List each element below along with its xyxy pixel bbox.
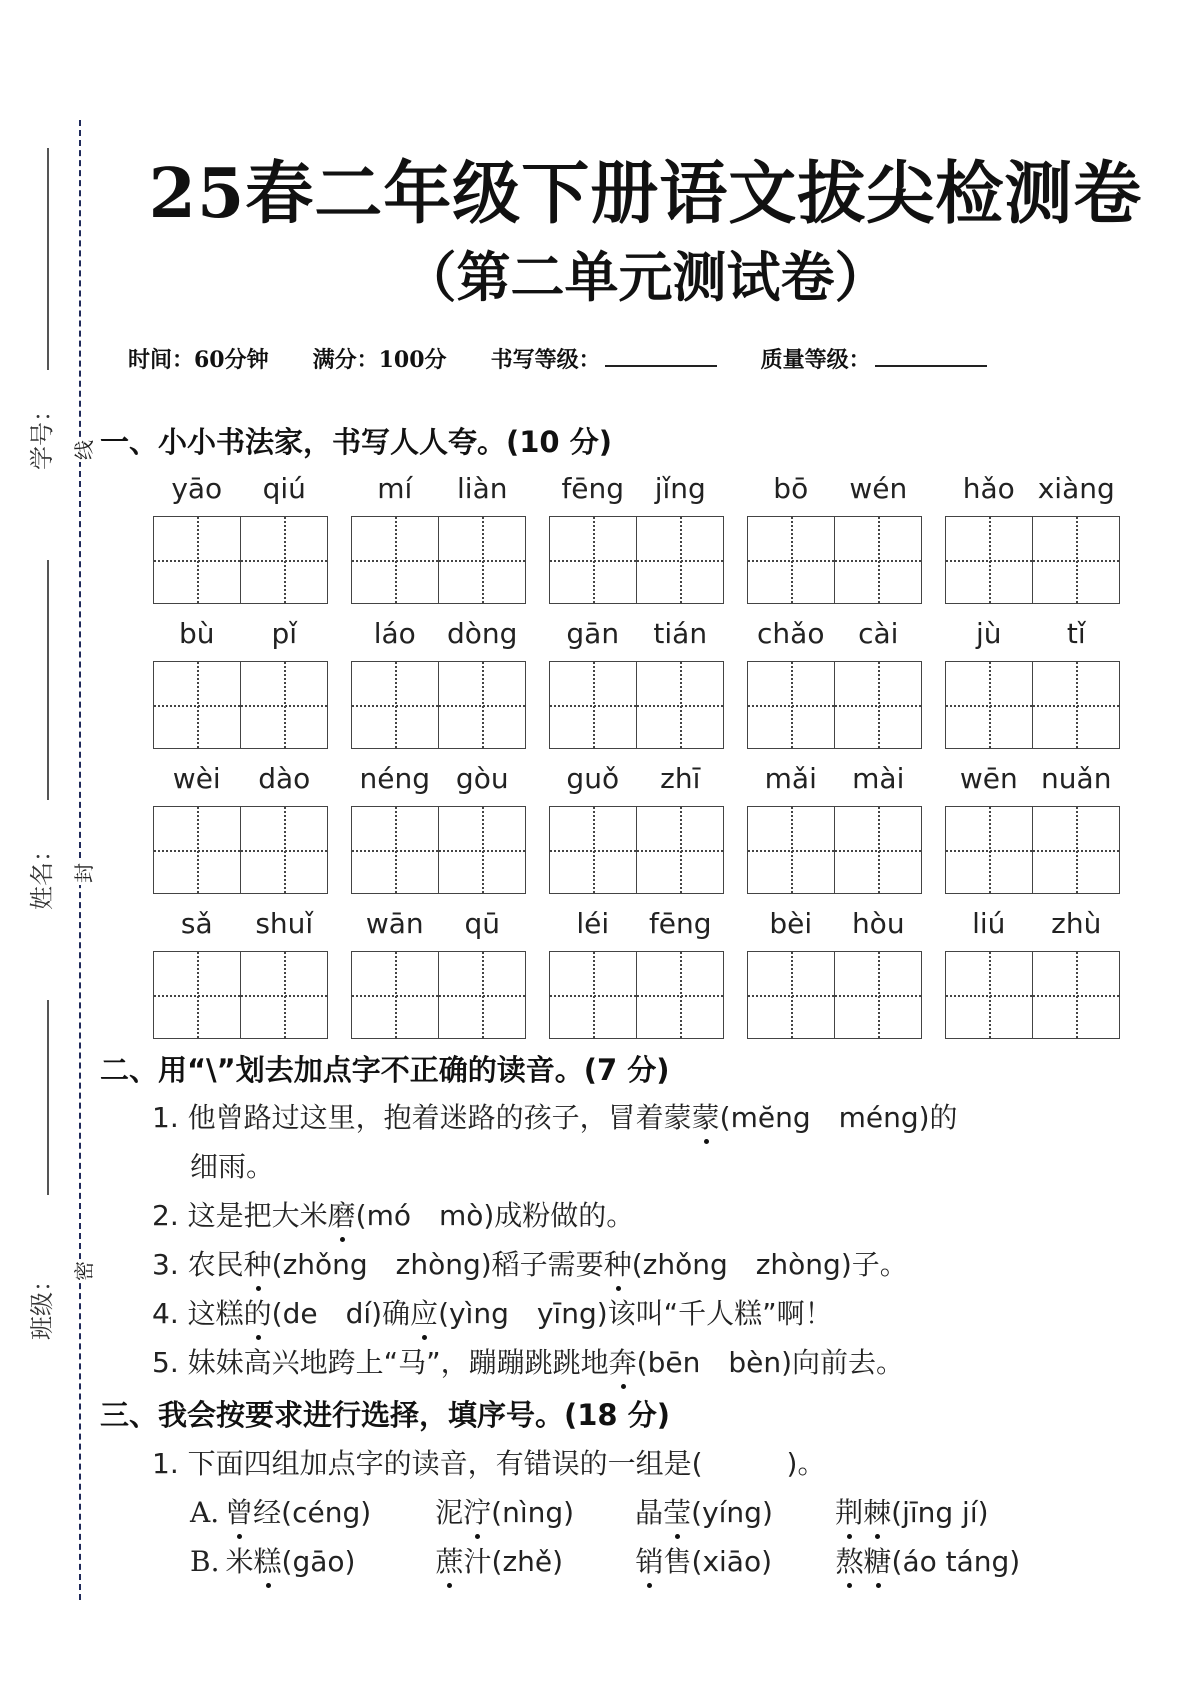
name-line-lower: [47, 1000, 49, 1195]
writing-cell[interactable]: [748, 807, 834, 893]
dotted-char: 泞: [463, 1491, 491, 1531]
pinyin-label: [747, 617, 922, 661]
writing-box-group: [747, 472, 922, 604]
writing-grade-field[interactable]: [605, 343, 717, 367]
pinyin-syllable: hòu: [851, 907, 905, 940]
dotted-char: 棘: [863, 1491, 891, 1531]
pinyin-syllable: mǎi: [764, 762, 817, 795]
tianzige-boxes: [153, 661, 328, 749]
dotted-char: 糖: [864, 1540, 892, 1580]
dotted-char: 莹: [663, 1491, 691, 1531]
pinyin-syllable: wèi: [172, 762, 221, 795]
pinyin-syllable: wān: [365, 907, 424, 940]
option-word: [435, 1540, 635, 1580]
writing-cell[interactable]: [946, 517, 1032, 603]
dotted-char: 荆: [835, 1491, 863, 1531]
q2-4-text: 4. 这糕: [152, 1297, 244, 1330]
char: 汁: [463, 1545, 492, 1578]
question-2-1-cont: [190, 1145, 274, 1185]
pinyin-syllable: yāo: [171, 472, 223, 505]
writing-cell[interactable]: [154, 662, 240, 748]
tianzige-boxes: [747, 516, 922, 604]
pinyin-syllable: bō: [773, 472, 809, 505]
writing-box-group: [351, 907, 526, 1039]
writing-box-group: [153, 762, 328, 894]
writing-cell[interactable]: [154, 517, 240, 603]
exam-info: [128, 343, 1031, 374]
pinyin: (áo táng): [891, 1545, 1021, 1578]
pinyin-syllable: mí: [377, 472, 413, 505]
pinyin-label: [351, 907, 526, 951]
dotted-char: 蒙: [692, 1096, 720, 1136]
tianzige-boxes: [549, 951, 724, 1039]
char: 米: [225, 1545, 254, 1578]
writing-box-group: [153, 907, 328, 1039]
option-word: [435, 1491, 635, 1531]
writing-cell[interactable]: [352, 517, 438, 603]
pinyin-label: [549, 762, 724, 806]
question-2-1: [152, 1096, 958, 1136]
writing-cell[interactable]: [352, 952, 438, 1038]
writing-box-group: [747, 907, 922, 1039]
dotted-char: 种: [244, 1243, 272, 1283]
writing-cell[interactable]: [1032, 807, 1119, 893]
writing-cell[interactable]: [438, 807, 525, 893]
writing-box-group: [945, 472, 1120, 604]
tianzige-boxes: [153, 951, 328, 1039]
writing-box-group: [153, 472, 328, 604]
writing-cell[interactable]: [946, 807, 1032, 893]
section2-heading: 二、用“\”划去加点字不正确的读音。(7 分): [100, 1053, 670, 1087]
class-label: 班级：: [28, 1268, 56, 1340]
dotted-char: 销: [635, 1540, 663, 1580]
pinyin-syllable: tián: [653, 617, 708, 650]
char: 晶: [635, 1496, 664, 1529]
cut-mark-seal: 封: [68, 861, 97, 885]
tianzige-boxes: [747, 806, 922, 894]
writing-cell[interactable]: [748, 662, 834, 748]
pinyin-label: [351, 617, 526, 661]
pinyin-syllable: gòu: [455, 762, 509, 795]
cut-mark-secret: 密: [68, 1259, 97, 1283]
pinyin-syllable: jù: [975, 617, 1002, 650]
section1-heading: 一、小小书法家，书写人人夸。(10 分): [100, 425, 612, 459]
pinyin-syllable: bù: [178, 617, 215, 650]
pinyin-label: [351, 762, 526, 806]
pinyin-syllable: tǐ: [1066, 617, 1086, 650]
dotted-char: 糕: [254, 1540, 282, 1580]
writing-box-group: [747, 762, 922, 894]
pinyin-label: [945, 617, 1120, 661]
q2-1-options[interactable]: (mĕng méng)的: [719, 1101, 958, 1134]
pinyin-syllable: xiàng: [1037, 472, 1115, 505]
pinyin-syllable: láo: [373, 617, 416, 650]
writing-grade: [491, 343, 717, 374]
dotted-char: 曾: [225, 1491, 253, 1531]
section3-heading: 三、我会按要求进行选择，填序号。(18 分): [100, 1398, 670, 1432]
q2-1-cont-text: 细雨。: [190, 1150, 275, 1183]
q2-4-options-a[interactable]: (de dí)确: [271, 1297, 411, 1330]
writing-grade-label: 书写等级：: [490, 347, 601, 373]
writing-cell[interactable]: [550, 807, 636, 893]
page-title: 25春二年级下册语文拔尖检测卷: [148, 154, 1143, 234]
char: 经: [253, 1496, 282, 1529]
pinyin-syllable: gān: [566, 617, 620, 650]
writing-cell[interactable]: [352, 662, 438, 748]
writing-cell[interactable]: [834, 517, 921, 603]
option-label: B.: [190, 1545, 220, 1578]
writing-box-group: [945, 762, 1120, 894]
writing-cell[interactable]: [834, 807, 921, 893]
pinyin-syllable: wēn: [959, 762, 1018, 795]
writing-cell[interactable]: [748, 517, 834, 603]
writing-cell[interactable]: [636, 807, 723, 893]
writing-cell[interactable]: [748, 952, 834, 1038]
pinyin: (céng): [281, 1496, 372, 1529]
tianzige-boxes: [351, 516, 526, 604]
writing-cell[interactable]: [240, 662, 327, 748]
page-subtitle: （第二单元测试卷）: [402, 245, 889, 309]
writing-cell[interactable]: [240, 517, 327, 603]
writing-cell[interactable]: [438, 952, 525, 1038]
writing-box-group: [351, 472, 526, 604]
pinyin-label: [153, 472, 328, 516]
writing-cell[interactable]: [154, 807, 240, 893]
pinyin-syllable: léi: [576, 907, 610, 940]
writing-cell[interactable]: [834, 952, 921, 1038]
writing-cell[interactable]: [1032, 662, 1119, 748]
pinyin-label: [153, 762, 328, 806]
question-2-3: [152, 1243, 908, 1283]
option-word: [635, 1540, 835, 1580]
writing-cell[interactable]: [636, 662, 723, 748]
question-2-5: [152, 1341, 904, 1381]
writing-cell[interactable]: [240, 952, 327, 1038]
writing-cell[interactable]: [834, 662, 921, 748]
writing-cell[interactable]: [550, 952, 636, 1038]
pinyin-syllable: pǐ: [271, 617, 298, 650]
pinyin: (jīng jí): [891, 1496, 989, 1529]
pinyin-syllable: hǎo: [962, 472, 1015, 505]
writing-cell[interactable]: [946, 952, 1032, 1038]
tianzige-boxes: [747, 951, 922, 1039]
writing-cell[interactable]: [946, 662, 1032, 748]
q2-1-text: 1. 他曾路过这里，抱着迷路的孩子，冒着蒙: [152, 1101, 692, 1134]
pinyin-label: [549, 472, 724, 516]
pinyin-syllable: fēng: [561, 472, 625, 505]
pinyin-label: [549, 907, 724, 951]
q2-5-options[interactable]: (bēn bèn)向前去。: [636, 1346, 904, 1379]
pinyin-syllable: wén: [849, 472, 908, 505]
tianzige-boxes: [549, 661, 724, 749]
tianzige-boxes: [153, 806, 328, 894]
option-word: [835, 1491, 1075, 1531]
student-id-label: 学号：: [28, 398, 56, 470]
tianzige-boxes: [351, 951, 526, 1039]
writing-box-group: [549, 617, 724, 749]
tianzige-boxes: [549, 806, 724, 894]
char: 泥: [435, 1496, 464, 1529]
pinyin-label: [945, 762, 1120, 806]
pinyin-syllable: fēng: [648, 907, 712, 940]
pinyin-syllable: shuǐ: [255, 907, 314, 940]
pinyin: (zhě): [491, 1545, 564, 1578]
writing-cell[interactable]: [240, 807, 327, 893]
dotted-char: 种: [604, 1243, 632, 1283]
pinyin: (xiāo): [691, 1545, 773, 1578]
quality-grade-label: 质量等级：: [760, 347, 871, 373]
pinyin-syllable: qū: [464, 907, 501, 940]
pinyin: (gāo): [281, 1545, 356, 1578]
quality-grade: [761, 343, 987, 374]
writing-box-group: [549, 907, 724, 1039]
pinyin-syllable: dào: [258, 762, 311, 795]
dotted-char: 熬: [835, 1540, 863, 1580]
writing-box-group: [549, 472, 724, 604]
writing-cell[interactable]: [1032, 517, 1119, 603]
pinyin-syllable: guǒ: [566, 762, 620, 795]
binding-dashed-line: [79, 120, 81, 1600]
tianzige-boxes: [945, 806, 1120, 894]
q2-3-text: 3. 农民: [152, 1248, 244, 1281]
option-word: [225, 1540, 435, 1580]
pinyin-label: [153, 907, 328, 951]
char: 售: [663, 1545, 692, 1578]
pinyin-syllable: mài: [852, 762, 905, 795]
pinyin-label: [747, 472, 922, 516]
writing-cell[interactable]: [1032, 952, 1119, 1038]
question-2-2: [152, 1194, 634, 1234]
pinyin-syllable: nuǎn: [1041, 762, 1112, 795]
writing-cell[interactable]: [352, 807, 438, 893]
cut-mark-line: 线: [68, 438, 97, 462]
option-label: A.: [190, 1496, 220, 1529]
pinyin-syllable: liàn: [457, 472, 508, 505]
time-limit: 时间：60分钟: [128, 347, 269, 373]
tianzige-boxes: [351, 661, 526, 749]
question-3-1[interactable]: 1. 下面四组加点字的读音，有错误的一组是( )。: [152, 1447, 826, 1480]
pinyin-label: [747, 907, 922, 951]
writing-cell[interactable]: [550, 517, 636, 603]
dotted-char: 的: [244, 1292, 272, 1332]
pinyin-label: [153, 617, 328, 661]
writing-cell[interactable]: [154, 952, 240, 1038]
dotted-char: 奔: [609, 1341, 637, 1381]
pinyin-syllable: liú: [972, 907, 1006, 940]
pinyin: (yíng): [691, 1496, 773, 1529]
pinyin-syllable: qiú: [262, 472, 306, 505]
tianzige-boxes: [351, 806, 526, 894]
dotted-char: 应: [410, 1292, 438, 1332]
name-line: [47, 560, 49, 800]
q2-2-options[interactable]: (mó mò)成粉做的。: [355, 1199, 635, 1232]
tianzige-boxes: [945, 661, 1120, 749]
writing-box-group: [549, 762, 724, 894]
pinyin-label: [549, 617, 724, 661]
tianzige-boxes: [549, 516, 724, 604]
pinyin-syllable: bèi: [769, 907, 813, 940]
dotted-char: 蔗: [435, 1540, 463, 1580]
writing-cell[interactable]: [550, 662, 636, 748]
pinyin-syllable: zhī: [660, 762, 701, 795]
student-id-line: [47, 148, 49, 370]
pinyin-syllable: jǐng: [654, 472, 706, 505]
option-word: [225, 1491, 435, 1531]
writing-cell[interactable]: [438, 517, 525, 603]
pinyin-syllable: cài: [858, 617, 899, 650]
full-score: 满分：100分: [312, 347, 447, 373]
option-b[interactable]: [190, 1540, 1075, 1580]
option-a[interactable]: [190, 1491, 1075, 1531]
pinyin-syllable: sǎ: [180, 907, 213, 940]
pinyin-syllable: néng: [359, 762, 430, 795]
name-label: 姓名：: [28, 838, 56, 910]
question-2-4: [152, 1292, 833, 1332]
writing-cell[interactable]: [636, 517, 723, 603]
q2-3-options-b[interactable]: (zhǒng zhòng)子。: [631, 1248, 908, 1281]
writing-cell[interactable]: [438, 662, 525, 748]
tianzige-boxes: [747, 661, 922, 749]
tianzige-boxes: [153, 516, 328, 604]
writing-cell[interactable]: [636, 952, 723, 1038]
quality-grade-field[interactable]: [875, 343, 987, 367]
pinyin-syllable: zhù: [1051, 907, 1102, 940]
pinyin: (nìng): [491, 1496, 575, 1529]
pinyin-label: [351, 472, 526, 516]
q2-3-options-a[interactable]: (zhǒng zhòng)稻子需要: [271, 1248, 604, 1281]
writing-box-group: [945, 617, 1120, 749]
pinyin-label: [945, 472, 1120, 516]
writing-box-group: [351, 617, 526, 749]
writing-box-group: [153, 617, 328, 749]
pinyin-label: [747, 762, 922, 806]
q2-4-options-b[interactable]: (yìng yīng)该叫“千人糕”啊！: [438, 1297, 833, 1330]
pinyin-syllable: chǎo: [757, 617, 825, 650]
writing-box-group: [747, 617, 922, 749]
pinyin-label: [945, 907, 1120, 951]
writing-box-group: [945, 907, 1120, 1039]
tianzige-boxes: [945, 951, 1120, 1039]
q2-5-text: 5. 妹妹高兴地跨上“马”，蹦蹦跳跳地: [152, 1346, 609, 1379]
q2-2-text: 2. 这是把大米: [152, 1199, 328, 1232]
dotted-char: 磨: [328, 1194, 356, 1234]
writing-box-group: [351, 762, 526, 894]
option-word: [635, 1491, 835, 1531]
option-word: [835, 1540, 1075, 1580]
pinyin-syllable: dòng: [447, 617, 518, 650]
tianzige-boxes: [945, 516, 1120, 604]
